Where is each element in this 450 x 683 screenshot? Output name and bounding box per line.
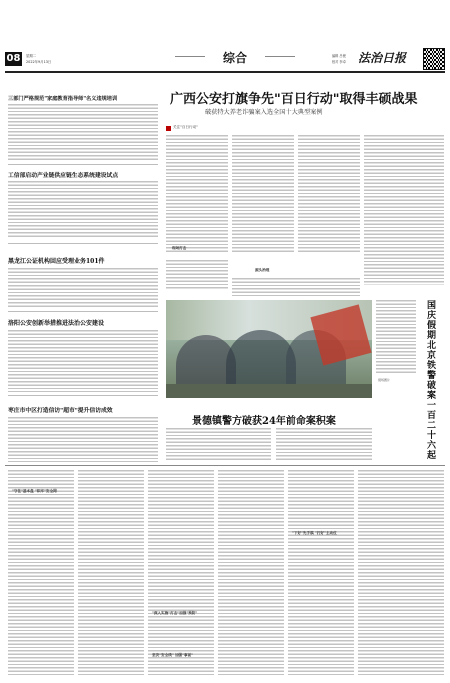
main-headline: 广西公安打旗争先"百日行动"取得丰硕战果	[170, 92, 418, 107]
main-body-col-1	[166, 135, 228, 253]
lower-col-1	[8, 470, 74, 675]
lower-subhead-1: "守住"基本盘 "织牢"安全网	[12, 489, 57, 493]
section-band	[175, 50, 295, 64]
main-subheadline: 破获特大养老诈骗案入选全国十大典型案例	[205, 109, 323, 116]
photo-caption: 现场图片	[378, 378, 391, 382]
main-body-col-6	[232, 278, 360, 296]
proof-credit: 校对 李卓	[332, 60, 346, 64]
divider	[8, 243, 158, 244]
page-meta: 星期二	[26, 54, 37, 58]
article-5-title: 枣庄市中区打造信访"超市"提升信访成效	[8, 408, 113, 414]
page-date: 2022年9月13日	[26, 60, 52, 64]
article-2-title: 工信部启动产业链供应链生态系统建设试点	[8, 173, 119, 179]
lower-col-3	[148, 470, 214, 675]
editor-credit: 编辑 吕俊	[332, 54, 346, 58]
main-body-col-3	[298, 135, 360, 253]
main-subhead-2: 源头治理	[255, 268, 270, 272]
main-body-col-2	[232, 135, 294, 253]
lower-subhead-4: 坚决"安全线" 加强"事前"	[152, 653, 194, 657]
page-number: 08	[6, 53, 21, 64]
header-rule	[5, 71, 445, 73]
lower-col-4	[218, 470, 284, 675]
article-2-body	[8, 181, 158, 239]
masthead-logo: 法治日报	[358, 51, 407, 65]
article-4-title: 洛阳公安创新举措推进法治公安建设	[8, 320, 105, 327]
page-header	[0, 0, 450, 74]
divider	[5, 465, 445, 466]
lower-subhead-3: "深入实施"打击"加强"预防"	[152, 611, 198, 615]
article-5-body	[8, 417, 158, 462]
bottom-intro-2	[276, 428, 372, 462]
article-4-body	[8, 330, 158, 392]
divider	[8, 395, 158, 396]
main-body-col-4	[364, 135, 444, 285]
tag-label: 关注"百日行动"	[173, 125, 198, 129]
lower-col-6	[358, 470, 444, 675]
vertical-headline: 国庆假期北京铁警破案一百二十六起	[425, 300, 435, 460]
lower-col-2	[78, 470, 144, 675]
qr-code-icon	[423, 48, 445, 70]
lower-subhead-2: "下好"先手棋 "打好"主动仗	[292, 531, 337, 535]
main-subhead-1: 现场打击	[172, 246, 187, 250]
main-body-col-5	[166, 260, 228, 290]
main-photo	[166, 300, 372, 398]
lower-col-5	[288, 470, 354, 675]
article-1-body	[8, 104, 158, 160]
divider	[8, 311, 158, 312]
right-story-body	[376, 300, 416, 375]
bottom-headline: 景德镇警方破获24年前命案积案	[192, 416, 336, 427]
article-1-title: 三部门严格规范"家庭教育指导师"名义违规培训	[8, 96, 118, 102]
section-title: 综合	[222, 51, 247, 65]
bottom-intro	[166, 428, 271, 462]
tag-marker-icon	[166, 126, 171, 131]
divider	[8, 164, 158, 165]
article-3-title: 黑龙江公证机构回应受理业务101件	[8, 258, 105, 265]
article-3-body	[8, 268, 158, 308]
